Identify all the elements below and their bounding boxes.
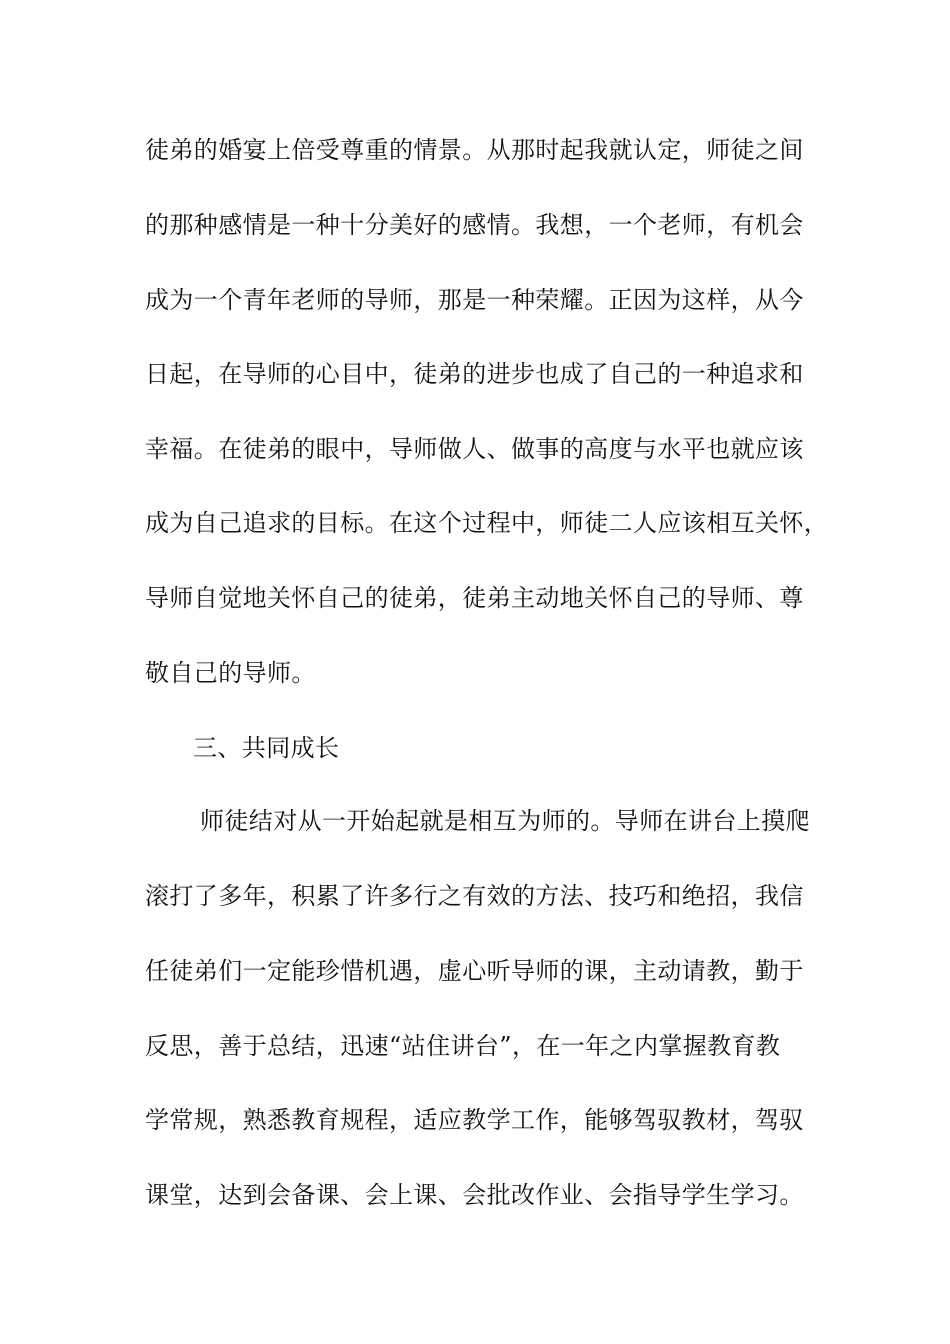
paragraph-line: 徒弟的婚宴上倍受尊重的情景。从那时起我就认定，师徒之间 bbox=[145, 136, 804, 164]
paragraph-line: 学常规，熟悉教育规程，适应教学工作，能够驾驭教材，驾驭 bbox=[145, 1106, 804, 1134]
paragraph-line: 日起，在导师的心目中，徒弟的进步也成了自己的一种追求和 bbox=[145, 360, 804, 388]
paragraph-line: 成为一个青年老师的导师，那是一种荣耀。正因为这样，从今 bbox=[145, 286, 804, 314]
section-heading: 三、共同成长 bbox=[193, 734, 340, 762]
paragraph-line: 师徒结对从一开始起就是相互为师的。导师在讲台上摸爬 bbox=[200, 807, 810, 835]
paragraph-line: 成为自己追求的目标。在这个过程中，师徒二人应该相互关怀， bbox=[145, 509, 829, 537]
paragraph-line: 滚打了多年，积累了许多行之有效的方法、技巧和绝招，我信 bbox=[145, 882, 804, 910]
paragraph-line: 课堂，达到会备课、会上课、会批改作业、会指导学生学习。 bbox=[145, 1181, 804, 1209]
paragraph-line: 的那种感情是一种十分美好的感情。我想，一个老师，有机会 bbox=[145, 211, 804, 239]
paragraph-line: 任徒弟们一定能珍惜机遇，虚心听导师的课，主动请教，勤于 bbox=[145, 957, 804, 985]
paragraph-line: 导师自觉地关怀自己的徒弟，徒弟主动地关怀自己的导师、尊 bbox=[145, 584, 804, 612]
paragraph-line: 反思，善于总结，迅速“站住讲台”，在一年之内掌握教育教 bbox=[145, 1032, 781, 1060]
paragraph-line: 幸福。在徒弟的眼中，导师做人、做事的高度与水平也就应该 bbox=[145, 435, 804, 463]
paragraph-line: 敬自己的导师。 bbox=[145, 659, 316, 687]
